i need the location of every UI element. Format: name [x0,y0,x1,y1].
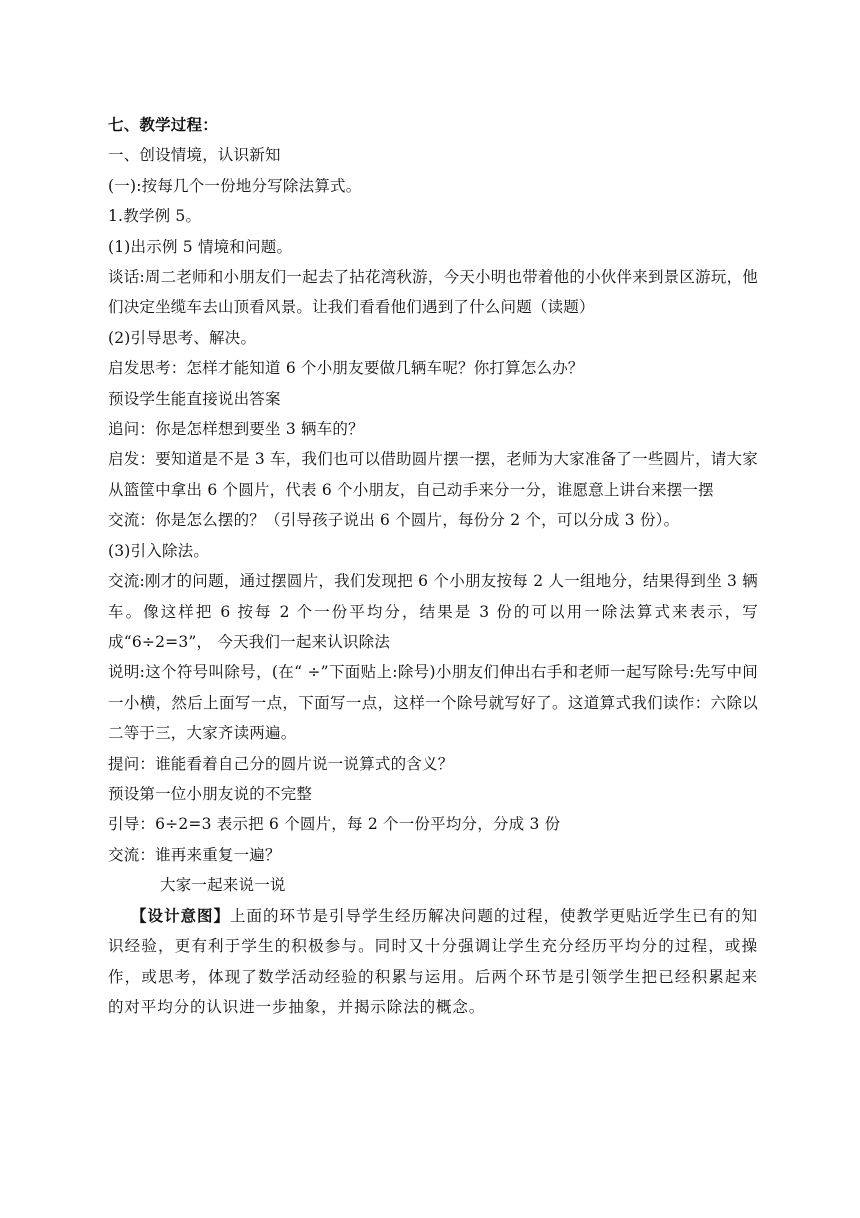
subsection-title-1: (一):按每几个一份地分写除法算式。 [108,176,362,195]
inspire-paragraph: 启发：要知道是不是 3 车，我们也可以借助圆片摆一摆，老师为大家准备了一些圆片，请大家从篮筐中拿出 6 个圆片，代表 6 个小朋友，自己动手来分一分，谁愿意上讲台来摆一摆 [108,450,758,499]
section-heading: 七、教学过程： [108,115,218,134]
step-1: (1)出示例 5 情境和问题。 [108,237,293,256]
guide-line: 引导：6÷2=3 表示把 6 个圆片，每 2 个一份平均分，分成 3 份 [108,815,561,834]
explain-paragraph: 说明:这个符号叫除号，(在“ ÷”下面贴上:除号)小朋友们伸出右手和老师一起写除号:先写中间一小横，然后上面写一点，下面写一点，这样一个除号就写好了。这道算式我们读作：六除以二等于三，大家齐读两遍。 [108,663,758,743]
together-line: 大家一起来说一说 [160,876,286,895]
section-title-1: 一、创设情境，认识新知 [108,146,281,165]
design-intent-paragraph [108,901,758,1023]
talk-paragraph: 谈话:周二老师和小朋友们一起去了拈花湾秋游，今天小明也带着他的小伙伴来到景区游玩，他们决定坐缆车去山顶看风景。让我们看看他们遇到了什么问题（读题） [108,268,758,317]
question-line: 提问：谁能看着自己分的圆片说一说算式的含义？ [108,754,454,773]
exchange-paragraph-2: 交流:刚才的问题，通过摆圆片，我们发现把 6 个小朋友按每 2 人一组地分，结果得到坐 3 辆车。像这样把 6 按每 2 个一份平均分，结果是 3 份的可以用一除法算式来表示，写成“6÷2=3”， 今天我们一起来认识除法 [108,572,758,651]
exchange-line-3: 交流：谁再来重复一遍？ [108,845,281,864]
follow-up-question: 追问：你是怎样想到要坐 3 辆车的？ [108,420,364,439]
inspire-question: 启发思考：怎样才能知道 6 个小朋友要做几辆车呢？你打算怎么办？ [108,359,584,378]
item-1: 1.教学例 5。 [108,207,202,226]
exchange-line-1: 交流：你是怎么摆的？（引导孩子说出 6 个圆片，每份分 2 个，可以分成 3 份）。 [108,511,680,530]
preset-answer-1: 预设学生能直接说出答案 [108,389,281,408]
step-3: (3)引入除法。 [108,541,210,560]
step-2: (2)引导思考、解决。 [108,328,257,347]
document-body [108,110,758,1023]
preset-answer-2: 预设第一位小朋友说的不完整 [108,784,313,803]
design-intent-text: 上面的环节是引导学生经历解决问题的过程，使教学更贴近学生已有的知识经验，更有利于学生的积极参与。同时又十分强调让学生充分经历平均分的过程，或操作，或思考，体现了数学活动经验的积累与运用。后两个环节是引领学生把已经积累起来的对平均分的认识进一步抽象，并揭示除法的概念。 [108,906,758,1017]
design-intent-tag: 【设计意图】 [131,906,231,925]
